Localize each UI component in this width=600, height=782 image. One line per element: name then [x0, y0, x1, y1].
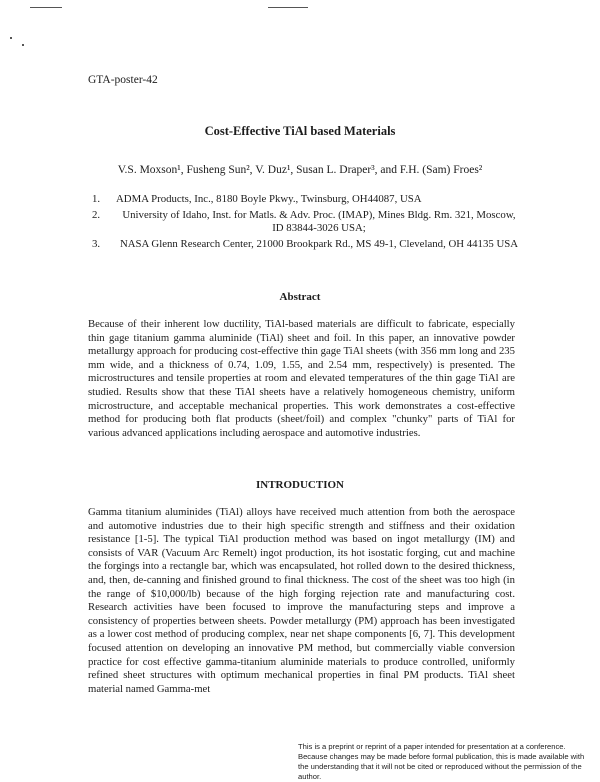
introduction-heading: INTRODUCTION [255, 479, 344, 491]
scan-artifact [268, 7, 308, 8]
author-list: V.S. Moxson¹, Fusheng Sun², V. Duz¹, Susan L. Draper³, and F.H. (Sam) Froes² [117, 164, 483, 176]
scan-artifact [30, 7, 62, 8]
scan-artifact [10, 37, 12, 39]
scan-artifact [22, 44, 24, 46]
affiliation-number: 1. [92, 193, 101, 205]
introduction-body: Gamma titanium aluminides (TiAl) alloys have received much attention from both the aerospace and automotive industries due to their high specific strength and stiffness and their oxidation resistance [1-5]. The typical TiAl production method was based on ingot metallurgy (IM) and consists of VAR (Vacuum Arc Remelt) ingot production, its hot isostatic forging, cut and machine the forgings into a rectangle bar, which was encapsulated, hot rolled down to the desired thickness, and, then, de-canning and finished ground to final thickness. The cost of the sheet was too high (in the range of $10,000/lb) because of the high forging rejection rate and manufacturing cost. Research activities have been focused to improve the manufacturing steps and improve a consistency of properties between sheets. Powder metallurgy (PM) approach has been investigated as a lower cost method of producing complex, near net shape components [6, 7]. This development focused attention on developing an innovative PM method, but commercially viable conversion practice for cost effective gamma-titanium aluminide materials to produce controlled, uniformly refined sheet structures with optimum mechanical properties in final PM products. TiAl sheet material named Gamma-met [88, 506, 515, 695]
affiliation-text: University of Idaho, Inst. for Matls. & Adv. Proc. (IMAP), Mines Bldg. Rm. 321, Moscow, ID 83844-3026 USA; [122, 208, 516, 234]
paper-title: Cost-Effective TiAl based Materials [204, 124, 396, 138]
affiliation-number: 2. [92, 208, 101, 221]
affiliation-item [92, 209, 522, 236]
affiliation-list [92, 193, 522, 253]
affiliation-number: 3. [92, 237, 101, 250]
affiliation-item [92, 193, 522, 207]
abstract-heading: Abstract [279, 291, 321, 303]
abstract-body: Because of their inherent low ductility, TiAl-based materials are difficult to fabricate, especially thin gage titanium gamma aluminide (TiAl) sheet and foil. In this paper, an innovative powder metallurgy approach for producing cost-effective thin gage TiAl sheets (with 356 mm long and 235 mm wide, and a thickness of 0.74, 1.09, 1.55, and 2.54 mm, respectively) is presented. The microstructures and tensile properties at room and elevated temperatures of the thin gage TiAl are studied. Results show that these TiAl sheets have a relatively homogeneous chemistry, uniform microstructure, and acceptable mechanical properties. This work demonstrates a cost-effective method for producing both flat products (sheet/foil) and complex "chunky" parts of TiAl for various advanced applications including aerospace and automotive industries. [88, 318, 515, 439]
poster-id: GTA-poster-42 [88, 74, 158, 86]
affiliation-item [92, 238, 522, 252]
preprint-notice: This is a preprint or reprint of a paper intended for presentation at a conference. Because changes may be made before formal publication, this is made available with the understanding that it will not be cited or reproduced without the permission of the author. [298, 742, 585, 781]
affiliation-text: NASA Glenn Research Center, 21000 Brookpark Rd., MS 49-1, Cleveland, OH 44135 USA [119, 237, 519, 250]
affiliation-text: ADMA Products, Inc., 8180 Boyle Pkwy., Twinsburg, OH44087, USA [116, 193, 422, 205]
